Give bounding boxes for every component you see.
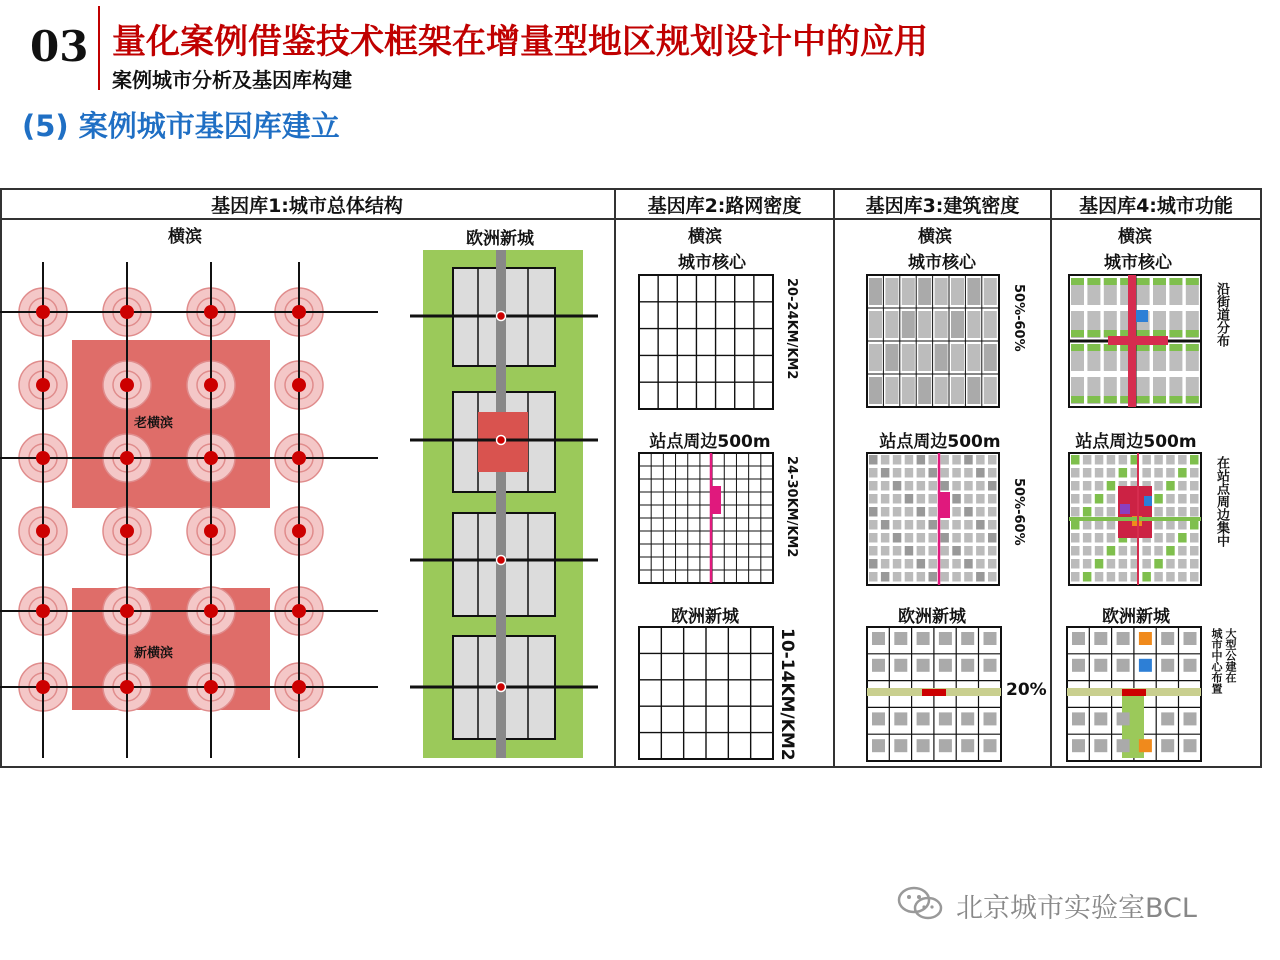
p4-euro-note-2: 城市中心布置 [1210, 628, 1223, 694]
function-strip [1169, 330, 1182, 337]
building [905, 520, 914, 530]
building [940, 546, 949, 556]
building [964, 520, 973, 530]
function-strip [1169, 278, 1182, 285]
building [917, 546, 926, 556]
building [984, 632, 997, 645]
function-strip [1087, 278, 1100, 285]
building [869, 468, 878, 478]
building [1072, 659, 1085, 672]
building [929, 481, 938, 491]
p2-core-label: 城市核心 [678, 253, 746, 273]
building [893, 494, 902, 504]
building [869, 494, 878, 504]
station-point [292, 305, 306, 319]
building [1184, 659, 1197, 672]
building [964, 481, 973, 491]
building [952, 546, 961, 556]
building [917, 533, 926, 543]
building [1184, 632, 1197, 645]
building [885, 311, 898, 338]
building [881, 546, 890, 556]
building [1161, 712, 1174, 725]
building [893, 520, 902, 530]
building [918, 278, 931, 305]
building [905, 481, 914, 491]
building [940, 468, 949, 478]
building [929, 520, 938, 530]
building [976, 546, 985, 556]
station-point [36, 680, 50, 694]
building [881, 507, 890, 517]
building [869, 481, 878, 491]
building [869, 546, 878, 556]
building [902, 278, 915, 305]
building [894, 739, 907, 752]
building [894, 632, 907, 645]
building [939, 712, 952, 725]
watermark-text: 北京城市实验室BCL [956, 893, 1197, 924]
building [1161, 659, 1174, 672]
building [872, 712, 885, 725]
building [893, 546, 902, 556]
building [988, 481, 997, 491]
building [872, 659, 885, 672]
function-strip [1104, 396, 1117, 403]
p2-euro-value: 10-14KM/KM2 [777, 628, 797, 761]
building [940, 455, 949, 465]
function-strip [1169, 344, 1182, 351]
building [885, 377, 898, 404]
building [939, 739, 952, 752]
p3-core-value: 50%-60% [1011, 284, 1026, 352]
p4-euro-label: 欧洲新城 [1102, 607, 1170, 627]
function-strip [1087, 330, 1100, 337]
p3-city-label: 横滨 [918, 227, 952, 247]
building [917, 507, 926, 517]
station-point [204, 680, 218, 694]
building [967, 311, 980, 338]
building [964, 546, 973, 556]
building [988, 572, 997, 582]
p4-core-note: 沿街道分布 [1214, 282, 1229, 347]
building [929, 572, 938, 582]
station-point [292, 680, 306, 694]
building [988, 468, 997, 478]
building [872, 739, 885, 752]
new-yokohama-label: 新横滨 [134, 646, 174, 661]
station-point [292, 524, 306, 538]
building [1072, 632, 1085, 645]
building [917, 739, 930, 752]
building [872, 632, 885, 645]
building [869, 559, 878, 569]
page-subtitle: 案例城市分析及基因库构建 [112, 68, 352, 92]
building [893, 572, 902, 582]
building [917, 659, 930, 672]
building [869, 455, 878, 465]
building [976, 468, 985, 478]
building [976, 481, 985, 491]
building [984, 659, 997, 672]
p4-city-label: 横滨 [1118, 227, 1152, 247]
building [976, 572, 985, 582]
function-strip [1186, 330, 1199, 337]
building [894, 659, 907, 672]
building [988, 494, 997, 504]
building [902, 344, 915, 371]
building [952, 533, 961, 543]
building [1117, 659, 1130, 672]
building [929, 507, 938, 517]
building [961, 659, 974, 672]
building [964, 507, 973, 517]
p2-station-label: 站点周边500m [649, 432, 771, 452]
building [917, 455, 926, 465]
building [869, 278, 882, 305]
building [1094, 712, 1107, 725]
building [1117, 632, 1130, 645]
station-block [711, 486, 721, 514]
building [905, 455, 914, 465]
building [967, 344, 980, 371]
building [988, 533, 997, 543]
building-density-station [866, 452, 1000, 586]
building [952, 507, 961, 517]
building [961, 712, 974, 725]
building [952, 559, 961, 569]
function-strip [1153, 396, 1166, 403]
station-point [36, 604, 50, 618]
building [918, 311, 931, 338]
building [929, 546, 938, 556]
function-strip [1087, 396, 1100, 403]
building [1184, 739, 1197, 752]
building [952, 572, 961, 582]
building [961, 632, 974, 645]
road-network-core-grid [638, 274, 774, 410]
station-point [204, 451, 218, 465]
building [893, 481, 902, 491]
p3-euro-label: 欧洲新城 [898, 607, 966, 627]
building [881, 455, 890, 465]
building [869, 311, 882, 338]
building [984, 377, 997, 404]
function-strip [1186, 278, 1199, 285]
panel2-header: 基因库2:路网密度 [647, 195, 802, 217]
building [929, 455, 938, 465]
building [885, 278, 898, 305]
road-network-station-grid [638, 452, 774, 584]
function-strip [1186, 396, 1199, 403]
p3-station-label: 站点周边500m [879, 432, 1001, 452]
building [1117, 739, 1130, 752]
building [1139, 659, 1152, 672]
building [988, 546, 997, 556]
station-point [204, 604, 218, 618]
building [964, 559, 973, 569]
building [940, 559, 949, 569]
building [935, 311, 948, 338]
p3-euro-value: 20% [1006, 680, 1047, 700]
p4-core-label: 城市核心 [1104, 253, 1172, 273]
building [935, 377, 948, 404]
building [881, 559, 890, 569]
function-strip [1071, 278, 1084, 285]
urban-function-core [1068, 274, 1202, 408]
column-divider [833, 188, 835, 768]
building [929, 468, 938, 478]
building [940, 572, 949, 582]
p4-euro-note-1: 大型公建在 [1224, 628, 1237, 683]
building [951, 344, 964, 371]
function-strip [1071, 330, 1084, 337]
building [885, 344, 898, 371]
building [976, 520, 985, 530]
building [988, 520, 997, 530]
function-strip [1137, 396, 1150, 403]
building [893, 455, 902, 465]
station-point [120, 524, 134, 538]
building [952, 481, 961, 491]
building [1161, 632, 1174, 645]
building [1072, 739, 1085, 752]
building [905, 468, 914, 478]
station-point [36, 451, 50, 465]
building [952, 455, 961, 465]
building [1072, 712, 1085, 725]
building [893, 507, 902, 517]
column-divider [1050, 188, 1052, 768]
station-point [292, 451, 306, 465]
building [881, 481, 890, 491]
station-point [204, 305, 218, 319]
building [917, 481, 926, 491]
yokohama-label: 横滨 [168, 227, 202, 247]
station-point [36, 378, 50, 392]
building [917, 468, 926, 478]
building [935, 344, 948, 371]
building [905, 559, 914, 569]
building [940, 520, 949, 530]
building [964, 494, 973, 504]
p3-core-label: 城市核心 [908, 253, 976, 273]
building [881, 468, 890, 478]
building [929, 533, 938, 543]
building [988, 455, 997, 465]
building [964, 455, 973, 465]
station-point [120, 378, 134, 392]
building [964, 533, 973, 543]
function-strip [1137, 278, 1150, 285]
building [984, 278, 997, 305]
page-title: 量化案例借鉴技术框架在增量型地区规划设计中的应用 [112, 22, 928, 62]
function-strip [1169, 396, 1182, 403]
building [1161, 739, 1174, 752]
building [1094, 659, 1107, 672]
building [893, 533, 902, 543]
function-strip [1104, 344, 1117, 351]
building [902, 377, 915, 404]
p2-city-label: 横滨 [688, 227, 722, 247]
building [869, 377, 882, 404]
building [951, 377, 964, 404]
building [894, 712, 907, 725]
building [976, 494, 985, 504]
wechat-icon [896, 884, 948, 924]
building [917, 494, 926, 504]
building [1139, 739, 1152, 752]
building [902, 311, 915, 338]
building [917, 632, 930, 645]
building [967, 377, 980, 404]
building [893, 559, 902, 569]
building [939, 632, 952, 645]
euro-newtown-diagram [408, 250, 608, 762]
building [905, 572, 914, 582]
panel3-header: 基因库3:建筑密度 [865, 195, 1020, 217]
building [881, 572, 890, 582]
building [940, 533, 949, 543]
building [984, 311, 997, 338]
p3-station-value: 50%-60% [1011, 478, 1026, 546]
building [929, 494, 938, 504]
building [1117, 712, 1130, 725]
building [976, 507, 985, 517]
building [869, 344, 882, 371]
building [984, 344, 997, 371]
p2-station-value: 24-30KM/KM2 [784, 456, 799, 558]
column-divider [614, 188, 616, 768]
function-strip [1071, 396, 1084, 403]
building [1094, 632, 1107, 645]
building [1094, 739, 1107, 752]
old-yokohama-label: 老横滨 [134, 416, 174, 431]
station-point [120, 305, 134, 319]
building [951, 278, 964, 305]
building [881, 533, 890, 543]
panel4-header: 基因库4:城市功能 [1079, 195, 1233, 217]
p2-euro-label: 欧洲新城 [671, 607, 739, 627]
station-point [120, 680, 134, 694]
p4-station-label: 站点周边500m [1075, 432, 1197, 452]
building [935, 278, 948, 305]
building [905, 533, 914, 543]
p4-station-note: 在站点周边集中 [1214, 456, 1229, 547]
building [918, 377, 931, 404]
building [984, 739, 997, 752]
building [951, 311, 964, 338]
building [905, 494, 914, 504]
building-density-euro [866, 626, 1002, 762]
building [939, 659, 952, 672]
section-number: 03 [30, 22, 89, 71]
function-strip [1087, 344, 1100, 351]
building [869, 572, 878, 582]
building [967, 278, 980, 305]
building [984, 712, 997, 725]
urban-function-station [1068, 452, 1202, 586]
building [976, 533, 985, 543]
building-density-core [866, 274, 1000, 408]
building [869, 507, 878, 517]
building [1139, 632, 1152, 645]
function-strip [1137, 344, 1150, 351]
building [917, 712, 930, 725]
building [905, 507, 914, 517]
building [881, 520, 890, 530]
building [905, 546, 914, 556]
building [929, 559, 938, 569]
building [961, 739, 974, 752]
station-point [120, 451, 134, 465]
public-facility [1136, 310, 1148, 322]
building [952, 520, 961, 530]
function-strip [1071, 344, 1084, 351]
building [917, 520, 926, 530]
building [1184, 712, 1197, 725]
building [988, 507, 997, 517]
function-strip [1153, 344, 1166, 351]
section-heading: (5) 案例城市基因库建立 [22, 109, 340, 143]
function-strip [1104, 278, 1117, 285]
euro-newtown-label: 欧洲新城 [466, 229, 534, 249]
function-strip [1153, 278, 1166, 285]
building [881, 494, 890, 504]
function-strip [1104, 330, 1117, 337]
building [940, 481, 949, 491]
station-point [204, 524, 218, 538]
station-point [292, 604, 306, 618]
yokohama-structure-diagram [0, 250, 400, 760]
building [952, 468, 961, 478]
building [893, 468, 902, 478]
station-point [36, 524, 50, 538]
building [869, 533, 878, 543]
road-network-euro-grid [638, 626, 774, 760]
building [976, 455, 985, 465]
station-point [204, 378, 218, 392]
building [918, 344, 931, 371]
station-point [36, 305, 50, 319]
panel1-header: 基因库1:城市总体结构 [211, 195, 403, 217]
function-strip [1186, 344, 1199, 351]
function-strip [1153, 330, 1166, 337]
function-strip [1137, 330, 1150, 337]
building [917, 572, 926, 582]
building [917, 559, 926, 569]
building [964, 572, 973, 582]
building [952, 494, 961, 504]
building [869, 520, 878, 530]
urban-function-euro [1066, 626, 1202, 762]
station-point [292, 378, 306, 392]
building [976, 559, 985, 569]
building [964, 468, 973, 478]
header-divider [98, 6, 100, 90]
station-point [120, 604, 134, 618]
p2-core-value: 20-24KM/KM2 [784, 278, 799, 380]
building [988, 559, 997, 569]
